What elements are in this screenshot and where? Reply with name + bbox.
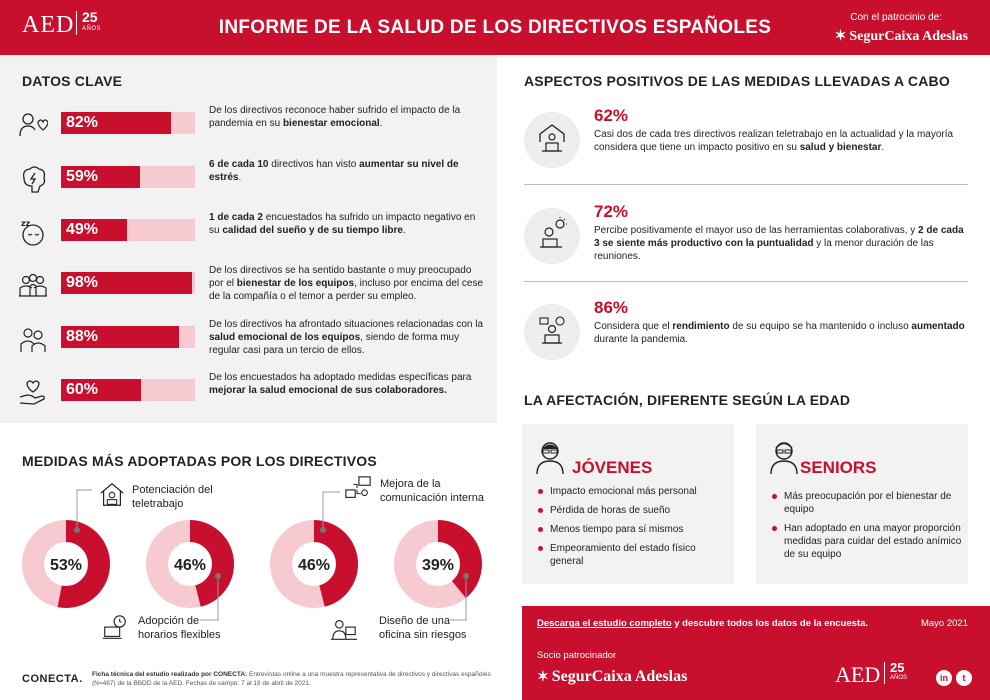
aspect-value: 62% <box>594 106 629 125</box>
patron-label: Con el patrocinio de: <box>850 12 942 23</box>
conecta-logo: CONECTA. <box>22 673 83 685</box>
datos-clave-panel <box>0 55 497 423</box>
publication-date: Mayo 2021 <box>920 618 968 629</box>
aspect-icon-circle <box>524 208 580 264</box>
page-title: INFORME DE LA SALUD DE LOS DIRECTIVOS ESPAÑOLES <box>218 17 772 38</box>
jovenes-list-item: Empeoramiento del estado físico general <box>538 542 728 568</box>
linkedin-icon[interactable]: in <box>936 670 952 686</box>
key-data-bar-track <box>61 379 195 401</box>
key-data-value: 60% <box>66 381 99 398</box>
hand-heart-icon <box>18 377 48 407</box>
footer-banner <box>522 606 990 700</box>
seniors-list-item: Más preocupación por el bienestar de equipo <box>772 490 962 516</box>
aspect-description: Percibe positivamente el mayor uso de las herramientas colaborativas, y 2 de cada 3 se siente más productivo con la puntualidad y la menor duración de las reuniones. <box>594 225 964 262</box>
donut-value: 46% <box>173 557 207 574</box>
donut-connectors <box>0 470 497 650</box>
footer-brand-name: SegurCaixa Adeslas <box>551 668 688 685</box>
divider <box>524 281 968 282</box>
jovenes-card <box>522 424 734 584</box>
key-data-row <box>0 213 497 257</box>
donut-label: Diseño de una oficina sin riesgos <box>379 615 467 641</box>
person-heart-icon <box>18 110 48 140</box>
sleep-face-icon <box>18 217 48 247</box>
key-data-bar-track <box>61 326 195 348</box>
seniors-title: SENIORS <box>800 458 877 477</box>
key-data-row <box>0 373 497 417</box>
donut-label: Mejora de la comunicación interna <box>380 478 484 504</box>
connector-line <box>77 490 92 532</box>
connector-dot <box>320 527 326 533</box>
aspectos-title: ASPECTOS POSITIVOS DE LAS MEDIDAS LLEVADAS A CABO <box>524 73 950 89</box>
key-data-value: 88% <box>66 328 99 345</box>
download-link[interactable]: Descarga el estudio completo <box>537 618 672 629</box>
medidas-title: MEDIDAS MÁS ADOPTADAS POR LOS DIRECTIVOS <box>22 453 377 469</box>
footer-brand <box>537 668 687 686</box>
footer-aed-logo: AED <box>835 662 881 687</box>
jovenes-list-item: Impacto emocional más personal <box>538 485 728 498</box>
key-data-description: De los directivos reconoce haber sufrido el impacto de la pandemia en su bienestar emocional. <box>209 105 461 129</box>
aed-logo: AED <box>22 12 75 38</box>
connector-dot <box>215 573 221 579</box>
key-data-bar-track <box>61 219 195 241</box>
aspect-value: 72% <box>594 202 629 221</box>
people-pair-icon <box>18 324 48 354</box>
aspect-description: Considera que el rendimiento de su equipo se ha mantenido o incluso aumentado durante la pandemia. <box>594 321 965 345</box>
svg-text:zz: zz <box>21 219 31 228</box>
performance-worker-icon <box>524 304 580 360</box>
brain-lightning-icon <box>18 164 48 194</box>
divider <box>524 184 968 185</box>
datos-clave-title: DATOS CLAVE <box>22 73 123 89</box>
connector-line <box>200 576 218 620</box>
donut-value: 53% <box>49 557 83 574</box>
jovenes-list-item: Pérdida de horas de sueño <box>538 504 728 517</box>
aspect-description: Casi dos de cada tres directivos realizan teletrabajo en la actualidad y la mayoría considera que tiene un impacto positivo en su salud y bienestar. <box>594 129 954 153</box>
ficha-title: Ficha técnica del estudio realizado por CONECTA: <box>92 671 248 678</box>
anniversary-number: 25 <box>82 9 98 25</box>
donut-label: Potenciación del teletrabajo <box>132 484 213 510</box>
key-data-description: De los directivos ha afrontado situaciones relacionadas con la salud emocional de los equipos, siendo de forma muy regular casi para un tercio de ellos. <box>209 319 484 356</box>
anniversary-word: AÑOS <box>82 26 102 32</box>
anniversary-number: 25 <box>890 660 905 675</box>
seniors-card <box>756 424 968 584</box>
seniors-list-item: Han adoptado en una mayor proporción medidas para cuidar del estado anímico de su equipo <box>772 522 962 561</box>
star-logo-icon: ✶ <box>834 29 847 44</box>
young-person-icon <box>535 440 565 474</box>
download-line <box>537 618 868 629</box>
aspect-icon-circle <box>524 304 580 360</box>
key-data-row <box>0 266 497 310</box>
ficha-tecnica <box>92 670 492 688</box>
connector-dot <box>74 527 80 533</box>
key-data-row <box>0 320 497 364</box>
donut-value: 46% <box>297 557 331 574</box>
house-worker-icon <box>524 112 580 168</box>
jovenes-title: JÓVENES <box>572 458 653 477</box>
key-data-bar-track <box>61 166 195 188</box>
connector-line <box>323 492 340 532</box>
key-data-bar-track <box>61 112 195 134</box>
footer-anniversary-badge <box>884 662 907 684</box>
edad-title: LA AFECTACIÓN, DIFERENTE SEGÚN LA EDAD <box>524 392 851 408</box>
key-data-description: De los directivos se ha sentido bastante o muy preocupado por el bienestar de los equipos, incluso por encima del cese de la compañía o el temor a perder su empleo. <box>209 265 484 302</box>
key-data-bar-track <box>61 272 195 294</box>
key-data-value: 82% <box>66 114 99 131</box>
key-data-value: 49% <box>66 221 99 238</box>
download-rest: y descubre todos los datos de la encuesta. <box>671 618 869 629</box>
key-data-value: 59% <box>66 168 99 185</box>
key-data-description: De los encuestados ha adoptado medidas específicas para mejorar la salud emocional de sus colaboradores. <box>209 372 472 396</box>
key-data-row <box>0 160 497 204</box>
jovenes-list-item: Menos tiempo para sí mismos <box>538 523 728 536</box>
aspect-icon-circle <box>524 112 580 168</box>
key-data-value: 98% <box>66 274 99 291</box>
team-icon <box>18 270 48 300</box>
twitter-icon[interactable]: t <box>956 670 972 686</box>
connector-dot <box>463 573 469 579</box>
ficha-text: Entrevistas online a una muestra representativa de directivos y directivas españoles (N=487) de la BBDD de la AED. Fechas de campo: 7 al 19 de abril de 2021. <box>92 671 491 687</box>
patron-brand <box>835 28 968 45</box>
star-logo-icon: ✶ <box>537 670 549 685</box>
header <box>0 0 990 55</box>
key-data-description: 6 de cada 10 directivos han visto aumentar su nivel de estrés. <box>209 159 459 183</box>
seniors-list <box>772 490 962 567</box>
anniversary-word: AÑOS <box>890 675 908 681</box>
jovenes-list <box>538 485 728 574</box>
patron-brand-name: SegurCaixa Adeslas <box>849 29 968 44</box>
key-data-description: 1 de cada 2 encuestados ha sufrido un impacto negativo en su calidad del sueño y de su tiempo libre. <box>209 212 476 236</box>
donut-value: 39% <box>421 557 455 574</box>
senior-person-icon <box>769 440 799 474</box>
key-data-row <box>0 106 497 150</box>
donut-label: Adopción de horarios flexibles <box>138 615 221 641</box>
productive-worker-icon <box>524 208 580 264</box>
aspect-value: 86% <box>594 298 629 317</box>
connector-line <box>450 576 466 620</box>
socio-label: Socio patrocinador <box>537 650 617 661</box>
